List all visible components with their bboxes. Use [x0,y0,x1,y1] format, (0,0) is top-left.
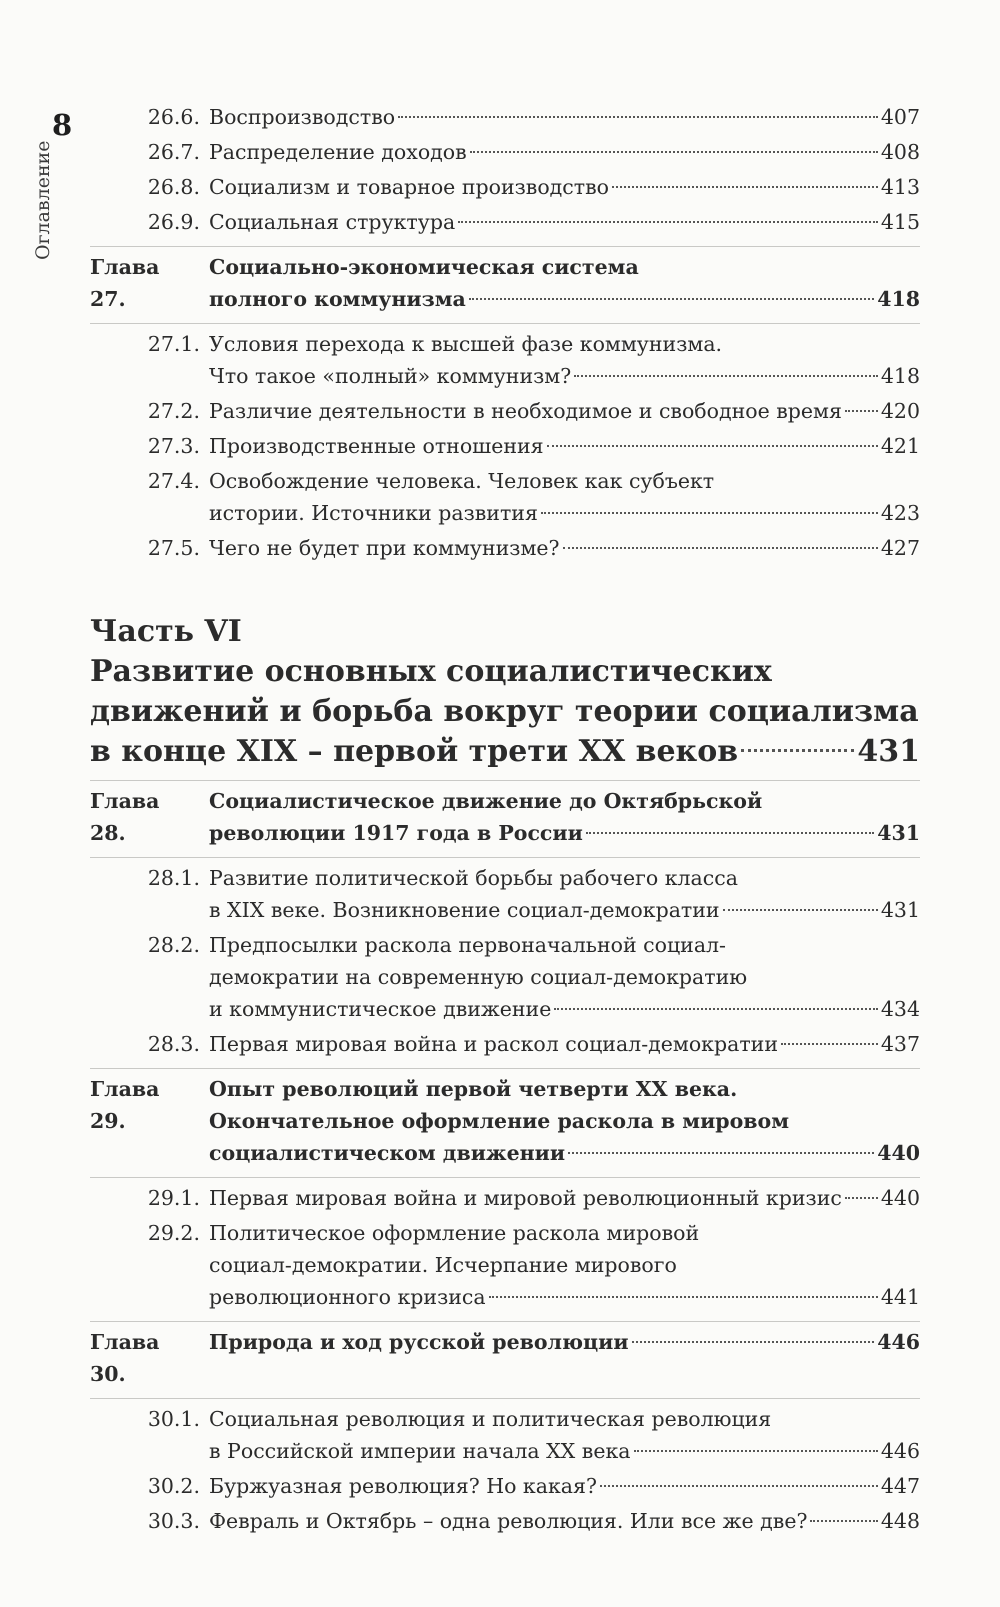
section-title-line: Политическое оформление раскола мировой [209,1221,700,1245]
section-title: Буржуазная революция? Но какая? [209,1474,597,1498]
dot-leader [612,186,878,188]
section-title-line: Условия перехода к высшей фазе коммунизма. [209,332,723,356]
section-title: Первая мировая война и раскол социал-демократии [209,1032,778,1056]
chapter-title-line: революции 1917 года в России [209,821,583,845]
running-head: Оглавление [32,140,54,260]
toc-section-27-4 [90,465,920,529]
toc-section-26-8 [90,171,920,203]
section-number: 29.1. [147,1186,200,1210]
divider [90,246,920,247]
page-ref: 448 [880,1509,920,1533]
divider [90,1068,920,1069]
page-ref: 427 [880,536,920,560]
section-number: 27.2. [147,399,200,423]
chapter-title-line: Опыт революций первой четверти XX века. [209,1077,738,1101]
section-number: 30.3. [147,1509,200,1533]
toc-section-30-1 [90,1403,920,1467]
section-title-line: революционного кризиса [209,1285,486,1309]
toc-section-28-1 [90,862,920,926]
section-number: 26.8. [147,175,200,199]
toc-section-27-1 [90,328,920,392]
section-title-line: и коммунистическое движение [209,997,552,1021]
chapter-title-line: полного коммунизма [209,287,466,311]
divider [90,780,920,781]
page-ref: 423 [880,501,920,525]
toc-section-26-9 [90,206,920,238]
divider [90,1177,920,1178]
chapter-label: Глава 27. [90,255,160,311]
section-title: Чего не будет при коммунизме? [209,536,560,560]
dot-leader [568,1152,874,1154]
section-title-line: Освобождение человека. Человек как субъект [209,469,715,493]
dot-leader [845,410,878,412]
divider [90,857,920,858]
page-ref: 418 [877,287,920,311]
toc-section-30-2 [90,1470,920,1502]
section-number: 30.1. [147,1407,200,1431]
toc-section-27-2 [90,395,920,427]
page-ref: 408 [880,140,920,164]
divider [90,1398,920,1399]
section-number: 28.2. [147,933,200,957]
page-ref: 446 [880,1439,920,1463]
page-ref: 421 [880,434,920,458]
chapter-title-line: социалистическом движении [209,1141,566,1165]
section-title: Первая мировая война и мировой революционный кризис [209,1186,842,1210]
section-number: 28.3. [147,1032,200,1056]
page-ref: 440 [877,1141,920,1165]
section-number: 26.7. [147,140,200,164]
chapter-title-line: Социально-экономическая система [209,255,639,279]
section-number: 27.1. [147,332,200,356]
section-title-line: в XIX веке. Возникновение социал-демократии [209,898,720,922]
dot-leader [810,1520,877,1522]
section-title-line: истории. Источники развития [209,501,538,525]
page-ref: 431 [880,898,920,922]
page-number: 8 [52,108,73,142]
toc-section-29-1 [90,1182,920,1214]
table-of-contents [90,98,920,1537]
dot-leader [723,909,878,911]
chapter-title-line: Окончательное оформление раскола в мировом [209,1109,790,1133]
section-title-line: демократии на современную социал-демократию [209,965,748,989]
page-ref: 446 [877,1330,920,1354]
page-ref: 441 [880,1285,920,1309]
dot-leader [458,221,878,223]
section-title: Социальная структура [209,210,456,234]
dot-leader [541,512,878,514]
section-title: Различие деятельности в необходимое и свободное время [209,399,842,423]
section-title-line: социал-демократии. Исчерпание мирового [209,1253,677,1277]
section-title: Распределение доходов [209,140,467,164]
dot-leader [469,298,874,300]
dot-leader [563,547,878,549]
dot-leader [470,151,878,153]
page-ref: 415 [880,210,920,234]
toc-chapter-28 [90,785,920,849]
chapter-label: Глава 28. [90,789,160,845]
page-ref: 418 [880,364,920,388]
section-title: Февраль и Октябрь – одна революция. Или все же две? [209,1509,808,1533]
section-number: 26.6. [147,105,200,129]
section-number: 27.5. [147,536,200,560]
chapter-title-line: Социалистическое движение до Октябрьской [209,789,763,813]
section-number: 28.1. [147,866,200,890]
part-title-line: движений и борьба вокруг теории социализма [90,694,919,729]
page-ref: 440 [880,1186,920,1210]
part-label: Часть VI [90,614,242,649]
page-ref: 407 [880,105,920,129]
page-ref: 431 [877,821,920,845]
divider [90,1321,920,1322]
toc-section-29-2 [90,1217,920,1313]
toc-section-30-3 [90,1505,920,1537]
part-title-line: в конце XIX – первой трети XX веков [90,734,739,769]
chapter-label: Глава 29. [90,1077,160,1133]
chapter-label: Глава 30. [90,1330,160,1386]
toc-section-26-7 [90,136,920,168]
section-title: Производственные отношения [209,434,544,458]
dot-leader [398,116,878,118]
section-number: 27.4. [147,469,200,493]
dot-leader [600,1485,878,1487]
section-title: Воспроизводство [209,105,396,129]
section-title: Социализм и товарное производство [209,175,610,199]
dot-leader [554,1008,878,1010]
part-title-line: Развитие основных социалистических [90,654,772,689]
section-number: 26.9. [147,210,200,234]
toc-chapter-30 [90,1326,920,1390]
page-ref: 437 [880,1032,920,1056]
section-title-line: Социальная революция и политическая революция [209,1407,772,1431]
toc-section-27-5 [90,532,920,564]
dot-leader [634,1450,878,1452]
section-number: 30.2. [147,1474,200,1498]
section-number: 29.2. [147,1221,200,1245]
toc-chapter-27 [90,251,920,315]
section-title-line: Развитие политической борьбы рабочего класса [209,866,738,890]
toc-chapter-29 [90,1073,920,1169]
dot-leader [845,1197,878,1199]
divider [90,323,920,324]
page-ref: 431 [857,734,920,769]
page-ref: 434 [880,997,920,1021]
section-number: 27.3. [147,434,200,458]
section-title-line: в Российской империи начала XX века [209,1439,631,1463]
section-title-line: Предпосылки раскола первоначальной социал- [209,933,726,957]
dot-leader [489,1296,878,1298]
toc-section-26-6 [90,101,920,133]
dot-leader [574,375,878,377]
toc-section-28-3 [90,1028,920,1060]
page-ref: 413 [880,175,920,199]
toc-part-6 [90,612,920,772]
toc-section-28-2 [90,929,920,1025]
chapter-title-line: Природа и ход русской революции [209,1330,629,1354]
dot-leader [781,1043,878,1045]
dot-leader [547,445,878,447]
dot-leader [586,832,874,834]
dot-leader [741,749,854,752]
toc-section-27-3 [90,430,920,462]
page-ref: 447 [880,1474,920,1498]
section-title-line: Что такое «полный» коммунизм? [209,364,572,388]
dot-leader [632,1341,875,1343]
page-ref: 420 [880,399,920,423]
